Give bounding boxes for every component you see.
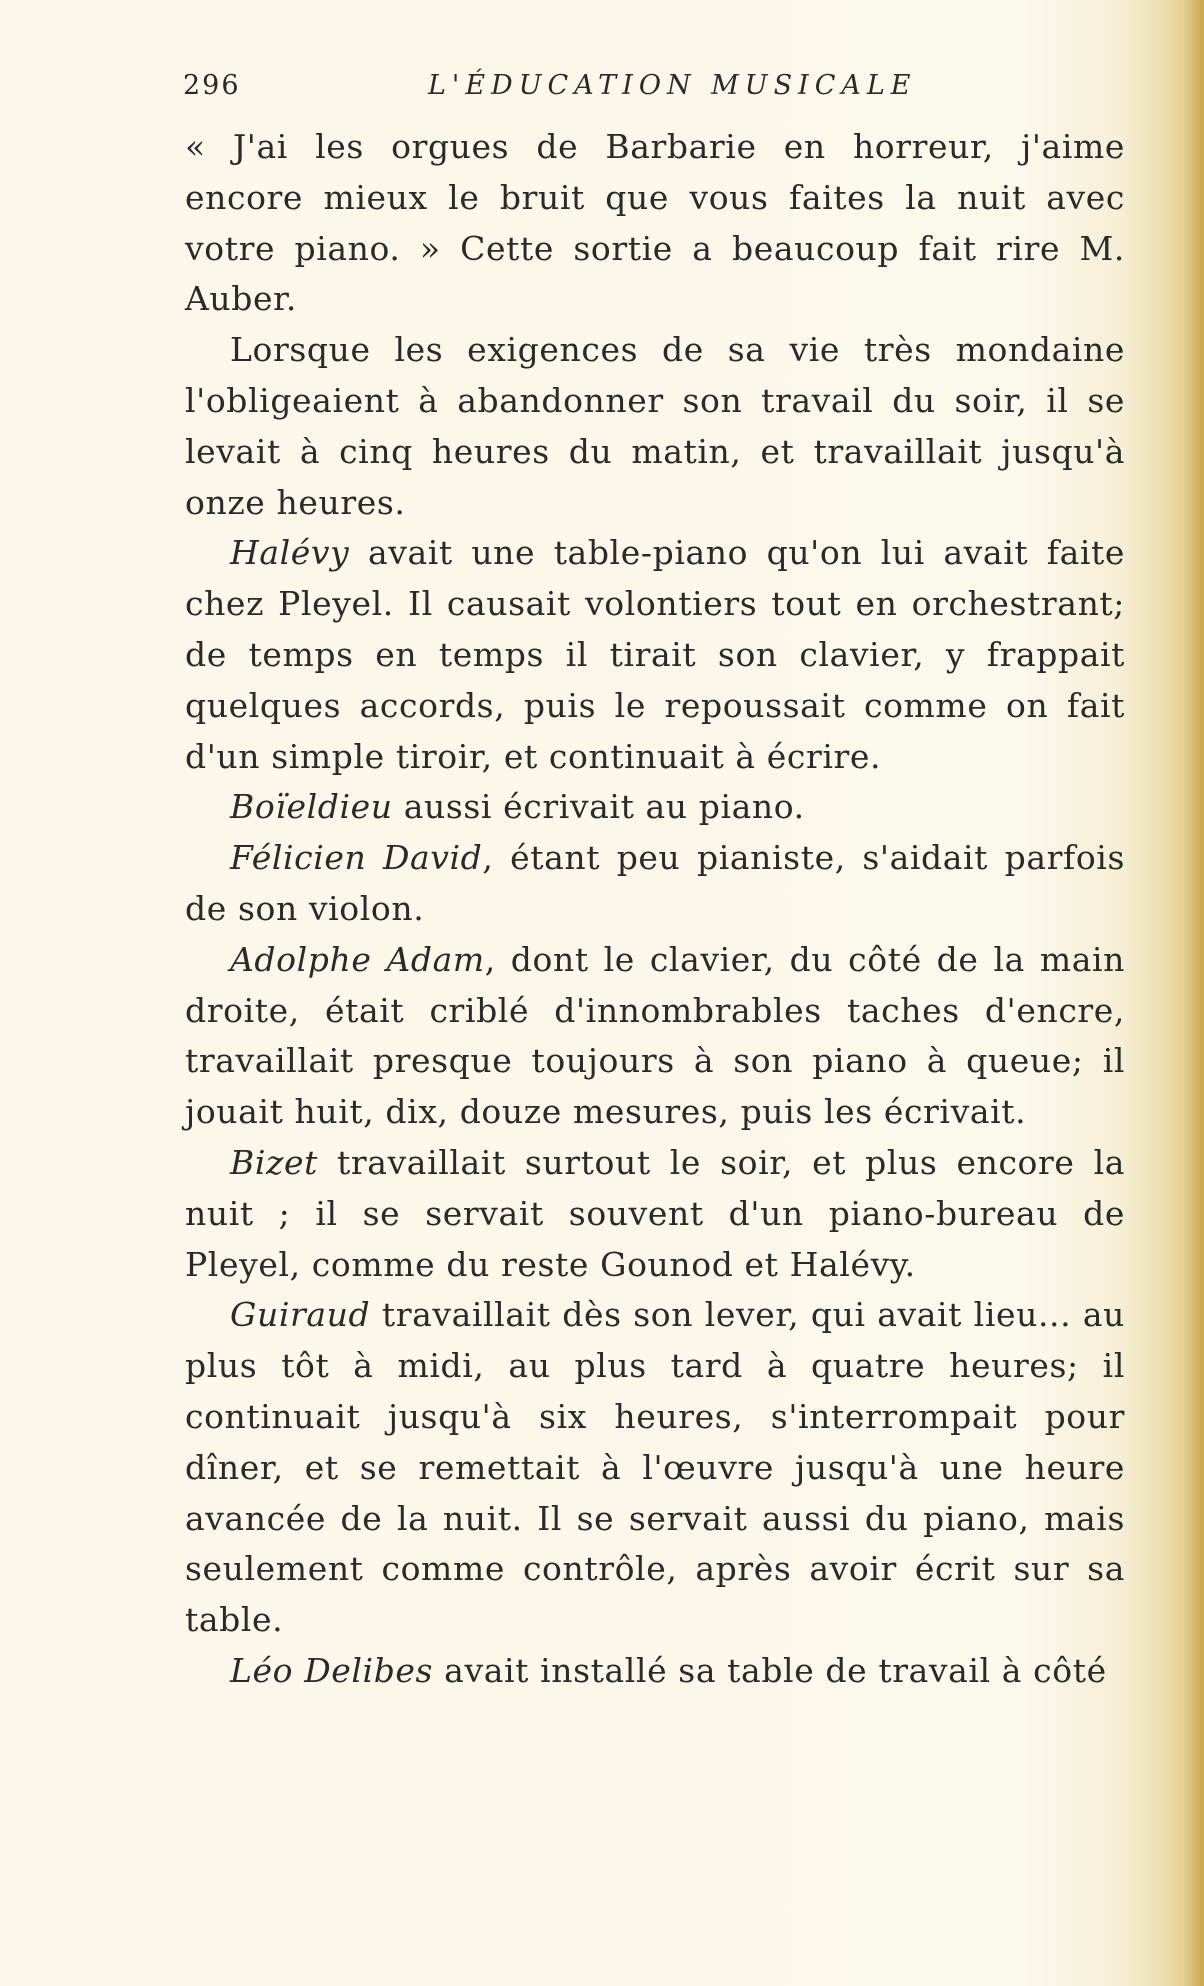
paragraph-text: , étant peu pianiste, s'aidait parfois de son violon. bbox=[185, 838, 1125, 928]
paragraph-7 bbox=[185, 1138, 1125, 1290]
paragraph-4 bbox=[185, 782, 1125, 833]
paragraph-text: , dont le clavier, du côté de la main droite, était criblé d'innombrables taches d'encre, travaillait presque toujours à son piano à queue; il jouait huit, dix, douze mesures, puis les écrivait. bbox=[185, 939, 1125, 1132]
paragraph-text: travaillait dès son lever, qui avait lieu... au plus tôt à midi, au plus tard à quatre heures; il continuait jusqu'à six heures, s'interrompait pour dîner, et se remettait à l'œuvre jusqu'à une heure avancée de la nuit. Il se servait aussi du piano, mais seulement comme contrôle, après avoir écrit sur sa table. bbox=[185, 1295, 1125, 1640]
paragraph-text: avait installé sa table de travail à côté bbox=[433, 1650, 1107, 1690]
composer-name: Bizet bbox=[230, 1142, 318, 1182]
composer-name: Léo Delibes bbox=[230, 1650, 434, 1690]
paragraph-8 bbox=[185, 1290, 1125, 1646]
composer-name: Halévy bbox=[230, 533, 350, 573]
body-text bbox=[185, 122, 1125, 1697]
composer-name: Boïeldieu bbox=[230, 787, 393, 827]
page-edge bbox=[1182, 0, 1204, 1986]
paragraph-1 bbox=[185, 122, 1125, 325]
running-title: L'ÉDUCATION MUSICALE bbox=[428, 70, 917, 101]
paragraph-9 bbox=[185, 1646, 1125, 1697]
paragraph-text: aussi écrivait au piano. bbox=[392, 787, 805, 827]
paragraph-2 bbox=[185, 325, 1125, 528]
composer-name: Félicien David bbox=[230, 838, 483, 878]
composer-name: Adolphe Adam bbox=[230, 939, 485, 979]
page-header bbox=[183, 70, 1128, 110]
paragraph-text: « J'ai les orgues de Barbarie en horreur, j'aime encore mieux le bruit que vous faites la nuit avec votre piano. » Cette sortie a beaucoup fait rire M. Auber. bbox=[185, 127, 1125, 319]
paragraph-text: avait une table-piano qu'on lui avait faite chez Pleyel. Il causait volontiers tout en orchestrant; de temps en temps il tirait son clavier, y frappait quelques accords, puis le repoussait comme on fait d'un simple tiroir, et continuait à écrire. bbox=[185, 533, 1125, 776]
paragraph-6 bbox=[185, 935, 1125, 1138]
page-number: 296 bbox=[183, 70, 241, 101]
paragraph-5 bbox=[185, 833, 1125, 935]
paragraph-text: Lorsque les exigences de sa vie très mondaine l'obligeaient à abandonner son travail du soir, il se levait à cinq heures du matin, et travaillait jusqu'à onze heures. bbox=[185, 330, 1125, 522]
composer-name: Guiraud bbox=[230, 1295, 371, 1335]
paragraph-text: travaillait surtout le soir, et plus encore la nuit ; il se servait souvent d'un piano-bureau de Pleyel, comme du reste Gounod et Halévy. bbox=[185, 1142, 1125, 1284]
paragraph-3 bbox=[185, 528, 1125, 782]
